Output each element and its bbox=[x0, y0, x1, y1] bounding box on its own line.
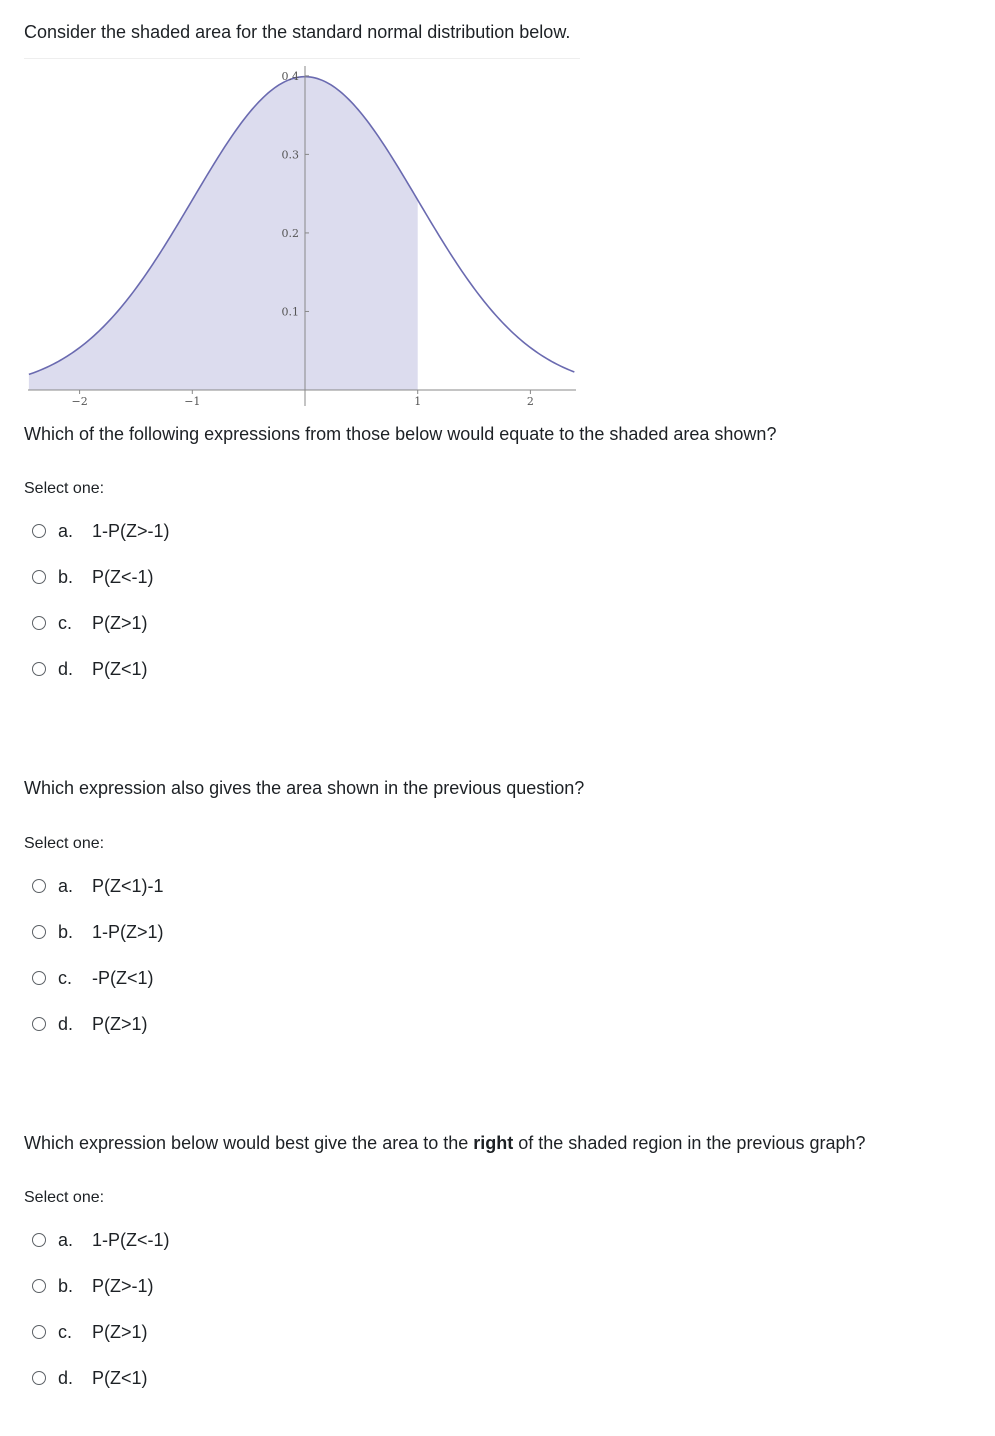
y-tick-label: 0.4 bbox=[281, 69, 299, 83]
question-2-option-b[interactable] bbox=[32, 909, 432, 955]
option-text: P(Z>-1) bbox=[92, 1275, 154, 1296]
question-1-select-label: Select one: bbox=[24, 480, 105, 497]
question-3-prompt-after: of the shaded region in the previous graph? bbox=[513, 1133, 866, 1153]
x-tick-label: 1 bbox=[414, 395, 422, 408]
chart-svg bbox=[24, 58, 580, 410]
option-letter: c. bbox=[58, 967, 73, 988]
question-3-select-label: Select one: bbox=[24, 1189, 105, 1206]
radio-button[interactable] bbox=[32, 1233, 46, 1247]
option-text: 1-P(Z>-1) bbox=[92, 520, 170, 541]
option-letter: a. bbox=[58, 1229, 74, 1250]
question-1-options bbox=[32, 508, 432, 692]
shaded-area bbox=[29, 77, 418, 390]
radio-button[interactable] bbox=[32, 570, 46, 584]
y-tick-label: 0.1 bbox=[281, 305, 299, 319]
option-letter: c. bbox=[58, 1321, 73, 1342]
question-3-option-b[interactable] bbox=[32, 1263, 432, 1309]
option-letter: b. bbox=[58, 1275, 74, 1296]
question-3-option-d[interactable] bbox=[32, 1355, 432, 1401]
question-2-select-label: Select one: bbox=[24, 835, 105, 852]
option-text: -P(Z<1) bbox=[92, 967, 154, 988]
x-ticks bbox=[71, 390, 533, 408]
question-3-prompt-before: Which expression below would best give the area to the bbox=[24, 1133, 474, 1153]
question-2-option-a[interactable] bbox=[32, 863, 432, 909]
option-text: P(Z<1) bbox=[92, 658, 148, 679]
question-1-option-a[interactable] bbox=[32, 508, 432, 554]
x-tick-label: −1 bbox=[184, 395, 201, 408]
radio-button[interactable] bbox=[32, 1279, 46, 1293]
question-3-option-c[interactable] bbox=[32, 1309, 432, 1355]
question-2-prompt: Which expression also gives the area shown in the previous question? bbox=[24, 778, 585, 798]
question-2 bbox=[24, 776, 585, 1034]
question-1-option-d[interactable] bbox=[32, 646, 432, 692]
question-1 bbox=[24, 422, 777, 679]
option-text: P(Z>1) bbox=[92, 1013, 148, 1034]
y-tick-label: 0.2 bbox=[281, 226, 299, 240]
option-text: P(Z>1) bbox=[92, 1321, 148, 1342]
option-letter: b. bbox=[58, 566, 74, 587]
option-text: 1-P(Z<-1) bbox=[92, 1229, 170, 1250]
x-tick-label: 2 bbox=[526, 395, 534, 408]
radio-button[interactable] bbox=[32, 524, 46, 538]
option-letter: c. bbox=[58, 612, 73, 633]
question-3-prompt-bold: right bbox=[473, 1133, 514, 1153]
x-tick-label: −2 bbox=[71, 395, 88, 408]
question-3-option-a[interactable] bbox=[32, 1217, 432, 1263]
option-letter: a. bbox=[58, 520, 74, 541]
radio-button[interactable] bbox=[32, 1017, 46, 1031]
radio-button[interactable] bbox=[32, 1325, 46, 1339]
question-2-option-c[interactable] bbox=[32, 955, 432, 1001]
option-letter: d. bbox=[58, 1367, 74, 1388]
radio-button[interactable] bbox=[32, 879, 46, 893]
option-letter: a. bbox=[58, 875, 74, 896]
option-text: P(Z<1)-1 bbox=[92, 875, 164, 896]
option-letter: d. bbox=[58, 658, 74, 679]
question-3-prompt bbox=[24, 1131, 866, 1155]
question-1-option-c[interactable] bbox=[32, 600, 432, 646]
question-1-option-b[interactable] bbox=[32, 554, 432, 600]
y-tick-label: 0.3 bbox=[281, 148, 299, 162]
option-text: P(Z<-1) bbox=[92, 566, 154, 587]
radio-button[interactable] bbox=[32, 971, 46, 985]
normal-distribution-chart bbox=[24, 58, 580, 410]
radio-button[interactable] bbox=[32, 1371, 46, 1385]
option-text: P(Z<1) bbox=[92, 1367, 148, 1388]
question-3 bbox=[24, 1131, 866, 1388]
question-2-options bbox=[32, 863, 432, 1047]
question-2-option-d[interactable] bbox=[32, 1001, 432, 1047]
intro-text: Consider the shaded area for the standard normal distribution below. bbox=[24, 22, 571, 42]
radio-button[interactable] bbox=[32, 616, 46, 630]
option-letter: d. bbox=[58, 1013, 74, 1034]
option-text: P(Z>1) bbox=[92, 612, 148, 633]
question-3-options bbox=[32, 1217, 432, 1401]
radio-button[interactable] bbox=[32, 925, 46, 939]
radio-button[interactable] bbox=[32, 662, 46, 676]
option-letter: b. bbox=[58, 921, 74, 942]
option-text: 1-P(Z>1) bbox=[92, 921, 164, 942]
question-1-prompt: Which of the following expressions from those below would equate to the shaded area shown? bbox=[24, 424, 777, 444]
